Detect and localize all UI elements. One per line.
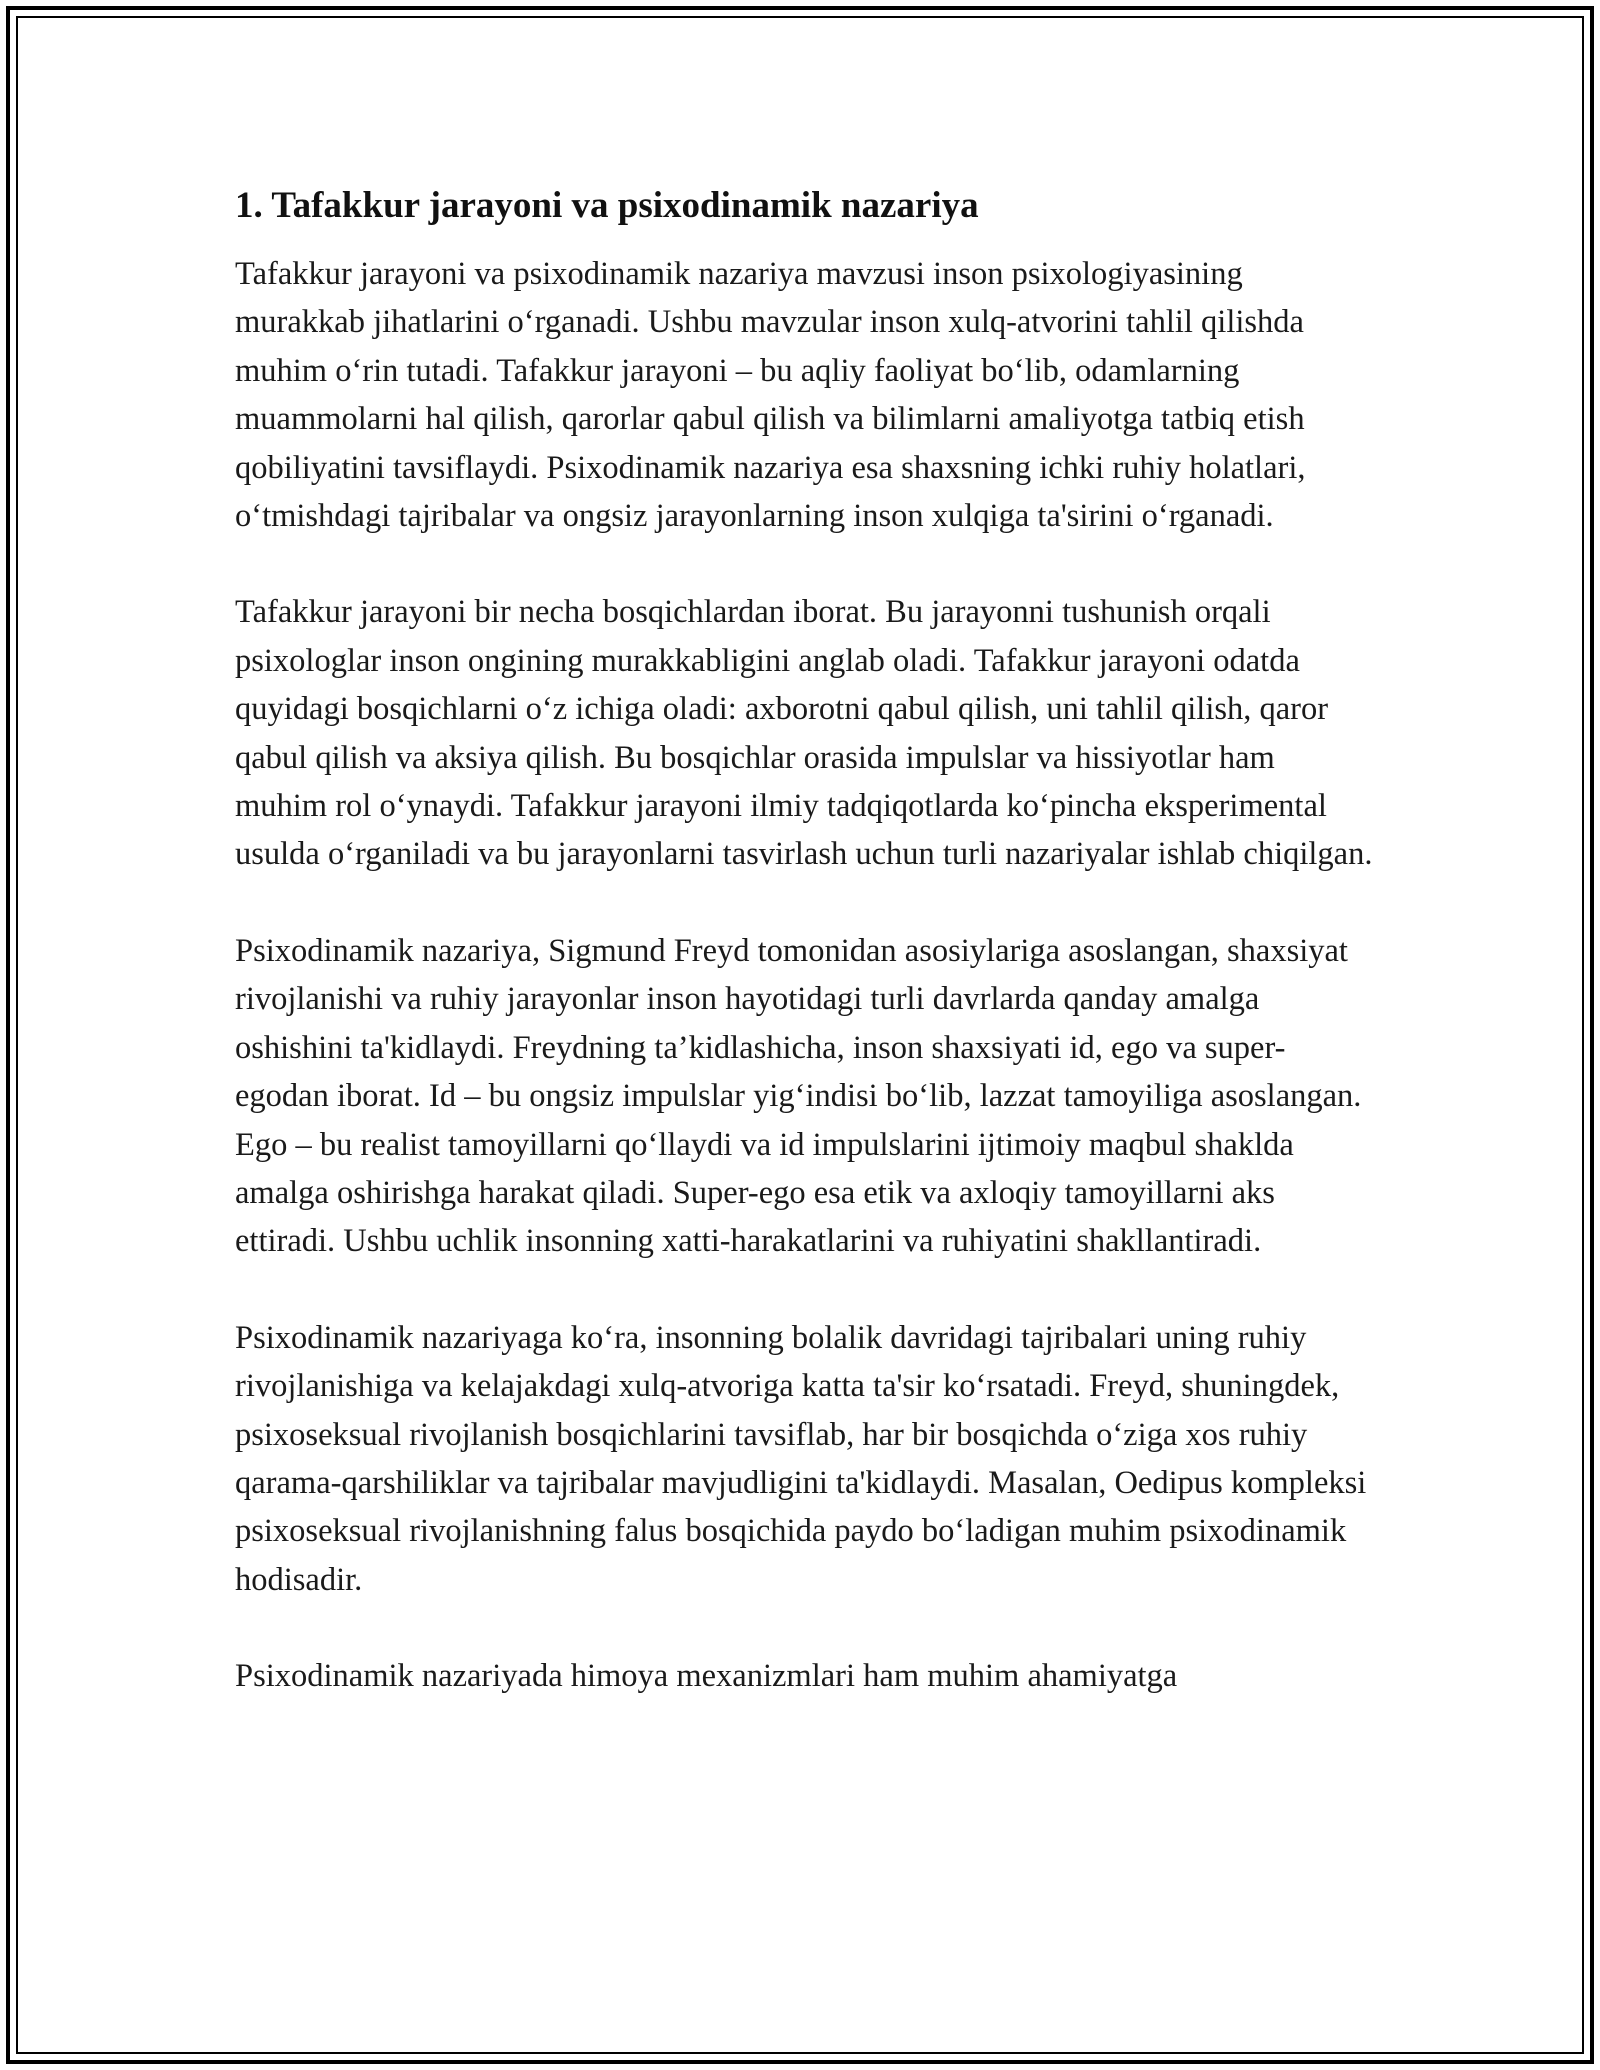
section-heading: 1. Tafakkur jarayoni va psixodinamik nazariya	[235, 185, 979, 226]
document-body	[235, 182, 1375, 1749]
paragraph-1: Tafakkur jarayoni va psixodinamik nazariya mavzusi inson psixologiyasining murakkab jihatlarini o‘rganadi. Ushbu mavzular inson xulq-atvorini tahlil qilishda muhim o‘rin tutadi. Tafakkur jarayoni – bu aqliy faoliyat bo‘lib, odamlarning muammolarni hal qilish, qarorlar qabul qilish va bilimlarni amaliyotga tatbiq etish qobiliyatini tavsiflaydi. Psixodinamik nazariya esa shaxsning ichki ruhiy holatlari, o‘tmishdagi tajribalar va ongsiz jarayonlarning inson xulqiga ta'sirini o‘rganadi.	[235, 256, 1306, 535]
paragraph-3: Psixodinamik nazariya, Sigmund Freyd tomonidan asosiylariga asoslangan, shaxsiyat rivojlanishi va ruhiy jarayonlar inson hayotidagi turli davrlarda qanday amalga oshishini ta'kidlaydi. Freydning ta’kidlashicha, inson shaxsiyati id, ego va super-egodan iborat. Id – bu ongsiz impulslar yig‘indisi bo‘lib, lazzat tamoyiliga asoslangan. Ego – bu realist tamoyillarni qo‘llaydi va id impulslarini ijtimoiy maqbul shakldа amalga oshirishga harakat qiladi. Super-ego esa etik va axloqiy tamoyillarni aks ettiradi. Ushbu uchlik insonning xatti-harakatlarini va ruhiyatini shakllantiradi.	[235, 932, 1362, 1260]
paragraph-2: Tafakkur jarayoni bir necha bosqichlardan iborat. Bu jarayonni tushunish orqali psixologlar inson ongining murakkabligini anglab oladi. Tafakkur jarayoni odatda quyidagi bosqichlarni o‘z ichiga oladi: axborotni qabul qilish, uni tahlil qilish, qaror qabul qilish va aksiya qilish. Bu bosqichlar orasida impulslar va hissiyotlar ham muhim rol o‘ynaydi. Tafakkur jarayoni ilmiy tadqiqotlarda ko‘pincha eksperimental usulda o‘rganiladi va bu jarayonlarni tasvirlash uchun turli nazariyalar ishlab chiqilgan.	[235, 594, 1373, 873]
paragraph-5: Psixodinamik nazariyada himoya mexanizmlari ham muhim ahamiyatga	[235, 1658, 1178, 1695]
paragraph-4: Psixodinamik nazariyaga ko‘ra, insonning bolalik davridagi tajribalari uning ruhiy rivojlanishiga va kelajakdagi xulq-atvoriga katta ta'sir ko‘rsatadi. Freyd, shuningdek, psixoseksual rivojlanish bosqichlarini tavsiflab, har bir bosqichda o‘ziga xos ruhiy qarama-qarshiliklar va tajribalar mavjudligini ta'kidlaydi. Masalan, Oedipus kompleksi psixoseksual rivojlanishning falus bosqichida paydo bo‘ladigan muhim psixodinamik hodisadir.	[235, 1319, 1367, 1598]
